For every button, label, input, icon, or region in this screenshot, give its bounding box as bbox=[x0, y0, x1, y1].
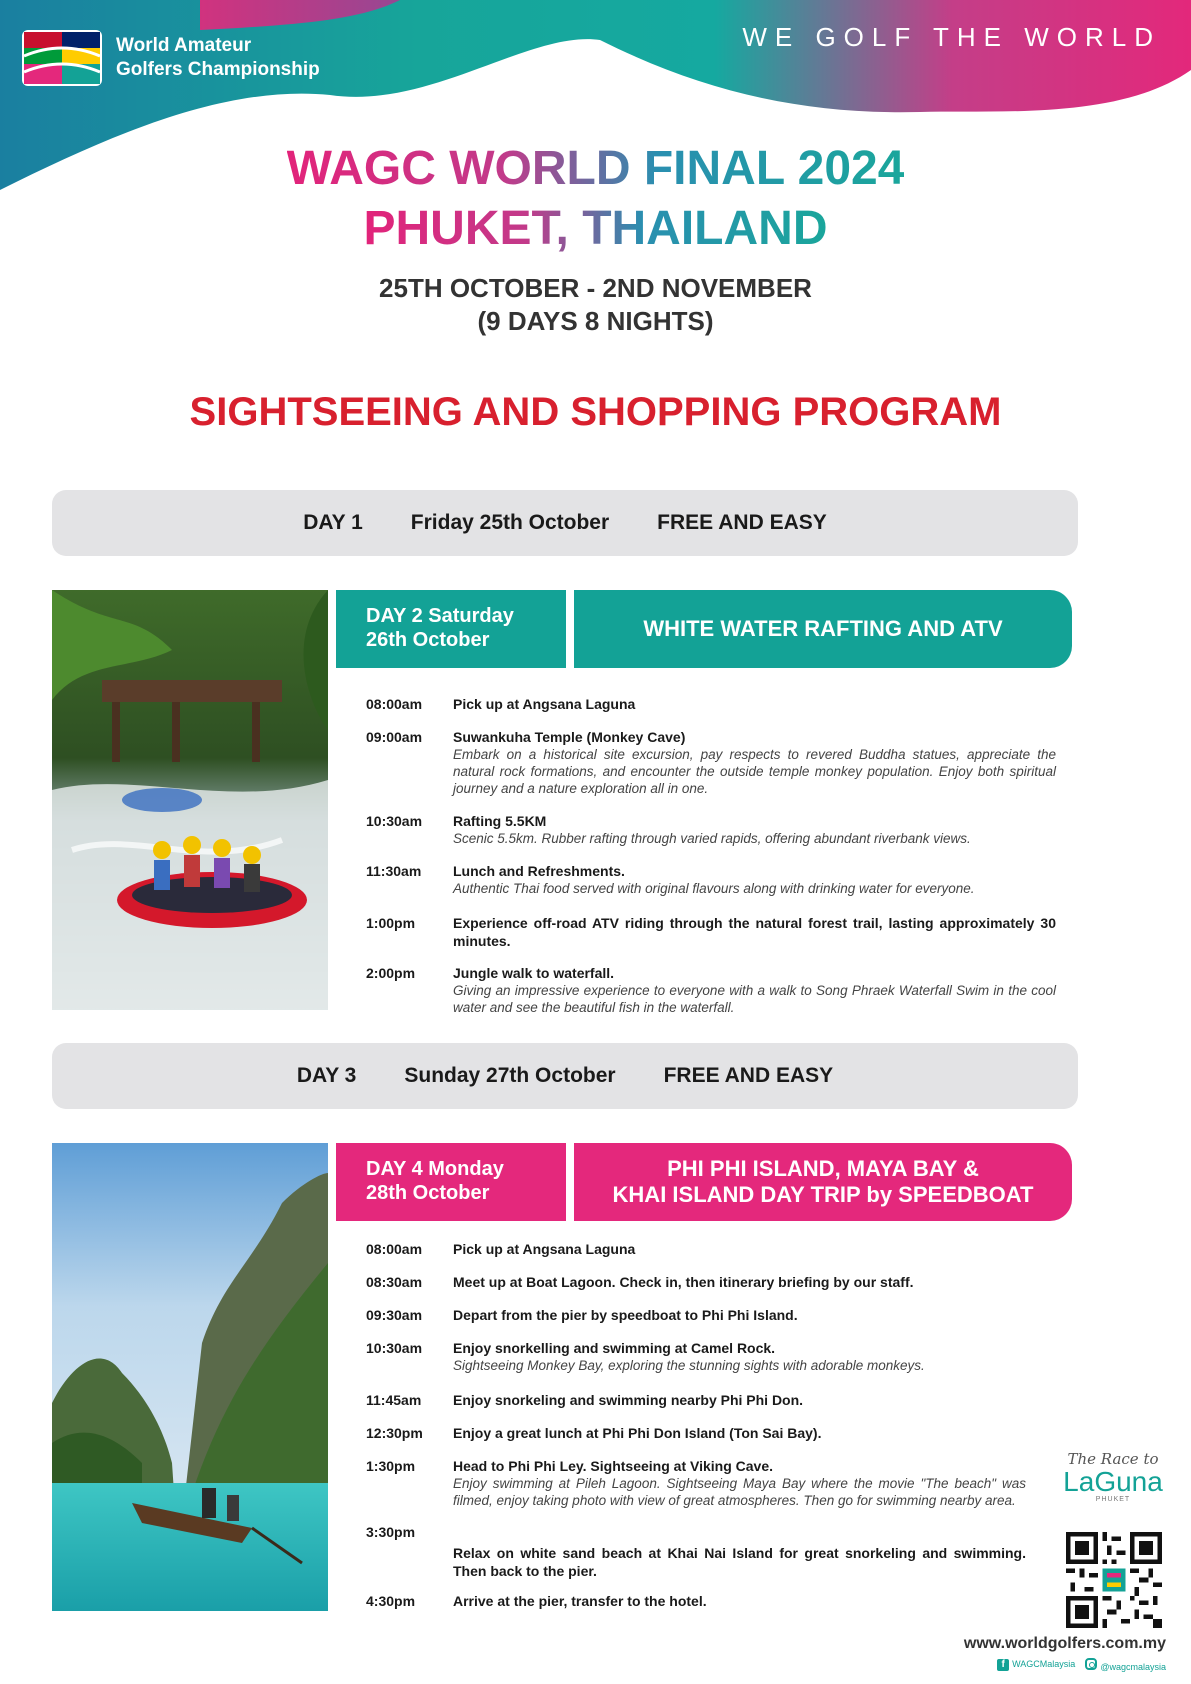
item-title: Rafting 5.5KM bbox=[453, 813, 547, 829]
event-location-text: PHUKET, THAILAND bbox=[363, 202, 828, 255]
itinerary-item bbox=[366, 728, 1056, 797]
laguna-logo bbox=[1058, 1450, 1168, 1503]
item-title: Pick up at Angsana Laguna bbox=[453, 696, 636, 712]
item-time: 1:30pm bbox=[366, 1458, 416, 1474]
item-title: Lunch and Refreshments. bbox=[453, 863, 625, 879]
itinerary-item bbox=[453, 1544, 1026, 1580]
itinerary-item bbox=[366, 1339, 1056, 1374]
day-4-title-line-2: KHAI ISLAND DAY TRIP by SPEEDBOAT bbox=[612, 1182, 1034, 1207]
item-title: Head to Phi Phi Ley. Sightseeing at Viking Cave. bbox=[453, 1458, 774, 1474]
item-title: Enjoy a great lunch at Phi Phi Don Island (Ton Sai Bay). bbox=[453, 1425, 822, 1441]
itinerary-item bbox=[366, 862, 1056, 897]
event-title bbox=[0, 140, 1191, 198]
item-description: Embark on a historical site excursion, pay respects to revered Buddha statues, appreciate the natural rock formations, and encounter the outside temple monkey population. Enjoy both spiritual journey and a nature exploration all in one. bbox=[453, 747, 1056, 796]
item-title: Suwankuha Temple (Monkey Cave) bbox=[453, 729, 686, 745]
facebook-link[interactable] bbox=[997, 1659, 1075, 1671]
item-time: 08:00am bbox=[366, 696, 423, 712]
itinerary-item bbox=[366, 1592, 1056, 1610]
itinerary-item bbox=[366, 914, 1056, 950]
day-4-date-line-1: DAY 4 Monday bbox=[366, 1158, 504, 1180]
item-title: Relax on white sand beach at Khai Nai Island for great snorkeling and swimming. Then back to the pier. bbox=[453, 1545, 1026, 1579]
day-2-date-tag bbox=[336, 590, 566, 668]
day-1-activity: FREE AND EASY bbox=[657, 511, 827, 534]
item-time: 10:30am bbox=[366, 1340, 423, 1356]
item-title: Enjoy snorkeling and swimming nearby Phi Phi Don. bbox=[453, 1392, 804, 1408]
item-title: Meet up at Boat Lagoon. Check in, then itinerary briefing by our staff. bbox=[453, 1274, 914, 1290]
day-4-title-tag bbox=[574, 1143, 1072, 1221]
item-time: 4:30pm bbox=[366, 1593, 416, 1609]
itinerary-item bbox=[366, 695, 1056, 713]
day-2-date-line-2: 26th October bbox=[366, 629, 490, 651]
event-title-line-1: WAGC WORLD FINAL 2024 bbox=[286, 142, 905, 195]
day-2-title: WHITE WATER RAFTING AND ATV bbox=[643, 616, 1003, 641]
website-link[interactable]: www.worldgolfers.com.my bbox=[963, 1635, 1166, 1652]
item-time: 08:30am bbox=[366, 1274, 423, 1290]
itinerary-item bbox=[366, 1273, 1056, 1291]
day-3-label: DAY 3 bbox=[296, 1064, 357, 1087]
item-time: 2:00pm bbox=[366, 965, 416, 981]
item-title: Enjoy snorkelling and swimming at Camel Rock. bbox=[453, 1340, 776, 1356]
itinerary-item bbox=[366, 812, 1056, 847]
item-description: Scenic 5.5km. Rubber rafting through varied rapids, offering abundant riverbank views. bbox=[453, 831, 971, 846]
day-1-date: Friday 25th October bbox=[410, 511, 610, 534]
day-1-label: DAY 1 bbox=[303, 511, 363, 534]
tagline: WE GOLF THE WORLD bbox=[742, 22, 1161, 52]
item-time: 3:30pm bbox=[366, 1524, 416, 1540]
laguna-wordmark: LaGuna bbox=[1063, 1466, 1163, 1497]
phi-phi-island-photo bbox=[52, 1143, 328, 1611]
item-title: Experience off-road ATV riding through the natural forest trail, lasting approximately 30 minutes. bbox=[453, 915, 1056, 949]
instagram-icon bbox=[1085, 1658, 1097, 1670]
item-title: Depart from the pier by speedboat to Phi Phi Island. bbox=[453, 1307, 798, 1323]
logo-line-1: World Amateur bbox=[116, 35, 252, 56]
event-location bbox=[0, 200, 1191, 258]
program-title: SIGHTSEEING AND SHOPPING PROGRAM bbox=[189, 390, 1002, 434]
facebook-icon: f bbox=[997, 1659, 1009, 1671]
item-time: 09:30am bbox=[366, 1307, 423, 1323]
item-time: 08:00am bbox=[366, 1241, 423, 1257]
day-3-date: Sunday 27th October bbox=[404, 1064, 616, 1087]
laguna-sub: PHUKET bbox=[1095, 1496, 1131, 1503]
instagram-handle: @wagcmalaysia bbox=[1100, 1662, 1166, 1672]
day-2-date-line-1: DAY 2 Saturday bbox=[366, 605, 514, 627]
itinerary-item bbox=[366, 1457, 1026, 1509]
flags-emblem-icon bbox=[20, 26, 104, 90]
rafting-photo bbox=[52, 590, 328, 1010]
instagram-link[interactable] bbox=[1085, 1658, 1166, 1672]
itinerary-item bbox=[366, 1240, 1056, 1258]
day-2-title-tag bbox=[574, 590, 1072, 668]
item-title: Arrive at the pier, transfer to the hotel. bbox=[453, 1593, 707, 1609]
item-description: Enjoy swimming at Pileh Lagoon. Sightseeing Maya Bay where the movie "The beach" was filmed, enjoy taking photo with view of great atmospheres. Then go for swimming nearby area. bbox=[453, 1476, 1026, 1508]
logo-line-2: Golfers Championship bbox=[116, 59, 320, 80]
day-4-date-tag bbox=[336, 1143, 566, 1221]
day-4-title-line-1: PHI PHI ISLAND, MAYA BAY & bbox=[667, 1156, 979, 1181]
itinerary-item bbox=[366, 964, 1056, 1016]
logo-text bbox=[116, 34, 320, 82]
day-3-activity: FREE AND EASY bbox=[663, 1064, 834, 1087]
qr-code-icon[interactable] bbox=[1066, 1532, 1162, 1628]
item-time: 10:30am bbox=[366, 813, 423, 829]
item-title: Jungle walk to waterfall. bbox=[453, 965, 615, 981]
item-time: 09:00am bbox=[366, 729, 423, 745]
day-3-bar bbox=[52, 1043, 1078, 1109]
event-duration: (9 DAYS 8 NIGHTS) bbox=[477, 306, 714, 336]
itinerary-item bbox=[366, 1391, 1056, 1409]
item-time: 11:45am bbox=[366, 1392, 422, 1408]
item-title: Pick up at Angsana Laguna bbox=[453, 1241, 636, 1257]
item-time: 11:30am bbox=[366, 863, 422, 879]
event-dates: 25TH OCTOBER - 2ND NOVEMBER bbox=[379, 273, 812, 303]
item-time: 1:00pm bbox=[366, 915, 416, 931]
facebook-handle: WAGCMalaysia bbox=[1012, 1659, 1076, 1669]
item-description: Authentic Thai food served with original flavours along with drinking water for everyone. bbox=[453, 881, 975, 896]
day-4-date-line-2: 28th October bbox=[366, 1182, 490, 1204]
social-links bbox=[997, 1658, 1166, 1672]
item-description: Giving an impressive experience to everyone with a walk to Song Phraek Waterfall Swim in the cool water and see the beautiful fish in the waterfall. bbox=[453, 983, 1056, 1015]
itinerary-item bbox=[366, 1306, 1056, 1324]
item-time: 12:30pm bbox=[366, 1425, 423, 1441]
itinerary-item bbox=[366, 1424, 1056, 1442]
laguna-script: The Race to bbox=[1067, 1450, 1159, 1468]
day-1-bar bbox=[52, 490, 1078, 556]
item-description: Sightseeing Monkey Bay, exploring the stunning sights with adorable monkeys. bbox=[453, 1358, 925, 1373]
wagc-logo bbox=[20, 26, 320, 90]
